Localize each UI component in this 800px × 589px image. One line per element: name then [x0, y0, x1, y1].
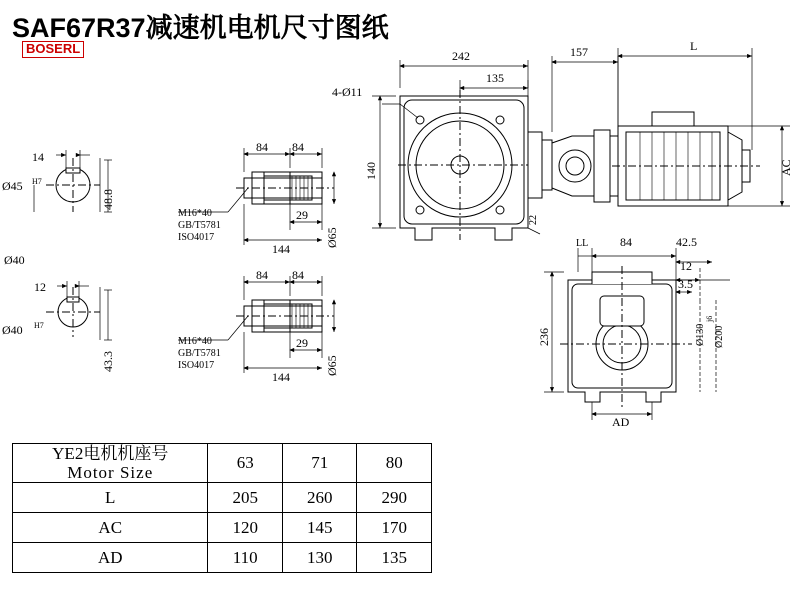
table-cell-AC-63: 120 [208, 513, 283, 543]
dim-main-242: 242 [452, 49, 470, 63]
dim-hollow-b-od: Ø65 [325, 355, 339, 376]
table-row-label-AC: AC [13, 513, 208, 543]
table-cell-AD-71: 130 [282, 543, 357, 573]
table-header-cn: YE2电机机座号 [52, 444, 169, 463]
dim-bottom-LL: LL [576, 238, 589, 249]
dim-main-AC: AC [779, 159, 793, 176]
dim-main-140: 140 [364, 162, 378, 180]
dim-shaft-a-bore-sup: H7 [32, 177, 42, 186]
dim-hollow-a-29: 29 [296, 208, 308, 222]
dim-shaft-a-od: Ø40 [4, 253, 25, 267]
dim-hollow-b-29: 29 [296, 336, 308, 350]
dim-hollow-b-144: 144 [272, 370, 290, 384]
dim-shaft-a-bore: Ø45 [2, 179, 23, 193]
table-cell-AD-80: 135 [357, 543, 432, 573]
dim-hollow-a-bolt-std: GB/T5781 [178, 220, 221, 231]
table-row-label-AD: AD [13, 543, 208, 573]
table-row [13, 513, 432, 543]
table-size-1: 71 [282, 444, 357, 483]
dim-bottom-42-5: 42.5 [676, 235, 697, 249]
dim-bottom-200: Ø200 [714, 325, 725, 348]
dim-hollow-a-144: 144 [272, 242, 290, 256]
dim-shaft-b-height: 43.3 [101, 351, 115, 372]
dim-shaft-b-bore-sup: H7 [34, 321, 44, 330]
dim-hollow-b-bolt-std: GB/T5781 [178, 348, 221, 359]
dim-hollow-a-84-right: 84 [292, 140, 304, 154]
dim-hollow-b-bolt-spec: M16*40 [178, 336, 212, 347]
dim-bottom-236: 236 [537, 328, 551, 346]
table-header-label [13, 444, 208, 483]
table-cell-AC-80: 170 [357, 513, 432, 543]
dim-bottom-84: 84 [620, 235, 632, 249]
dim-shaft-a-height: 48.8 [101, 189, 115, 210]
dim-main-L: L [690, 39, 698, 53]
dim-main-22: 22 [528, 215, 539, 225]
dim-hollow-a-84-left: 84 [256, 140, 268, 154]
dim-hollow-a-bolt-iso: ISO4017 [178, 232, 215, 243]
dim-bottom-3-5: 3.5 [678, 277, 693, 291]
dim-shaft-b-width: 12 [34, 280, 46, 294]
table-size-2: 80 [357, 444, 432, 483]
table-cell-AD-63: 110 [208, 543, 283, 573]
dim-main-holes: 4-Ø11 [332, 85, 363, 99]
gearbox-front-view [372, 48, 790, 240]
dim-bottom-130-sup: j6 [705, 315, 714, 322]
dim-main-157: 157 [570, 45, 588, 59]
motor-size-table [12, 443, 432, 573]
table-cell-AC-71: 145 [282, 513, 357, 543]
table-cell-L-80: 290 [357, 483, 432, 513]
dim-hollow-b-bolt-iso: ISO4017 [178, 360, 215, 371]
dim-hollow-a-od: Ø65 [325, 227, 339, 248]
dim-hollow-b-84-left: 84 [256, 268, 268, 282]
table-size-0: 63 [208, 444, 283, 483]
shaft-end-view-b [46, 281, 112, 340]
table-row [13, 444, 432, 483]
dim-bottom-130: Ø130 [695, 323, 706, 346]
dim-shaft-b-bore: Ø40 [2, 323, 23, 337]
table-cell-L-71: 260 [282, 483, 357, 513]
dim-main-135: 135 [486, 71, 504, 85]
dim-shaft-a-width: 14 [32, 150, 44, 164]
table-row [13, 543, 432, 573]
brand-logo: BOSERL [22, 41, 84, 58]
dim-bottom-AD: AD [612, 415, 630, 429]
table-row [13, 483, 432, 513]
table-row-label-L: L [13, 483, 208, 513]
table-header-en: Motor Size [67, 463, 154, 482]
page-title: SAF67R37减速机电机尺寸图纸 [12, 13, 389, 43]
dim-hollow-a-bolt-spec: M16*40 [178, 208, 212, 219]
dim-hollow-b-84-right: 84 [292, 268, 304, 282]
table-cell-L-63: 205 [208, 483, 283, 513]
dim-bottom-12: 12 [680, 259, 692, 273]
